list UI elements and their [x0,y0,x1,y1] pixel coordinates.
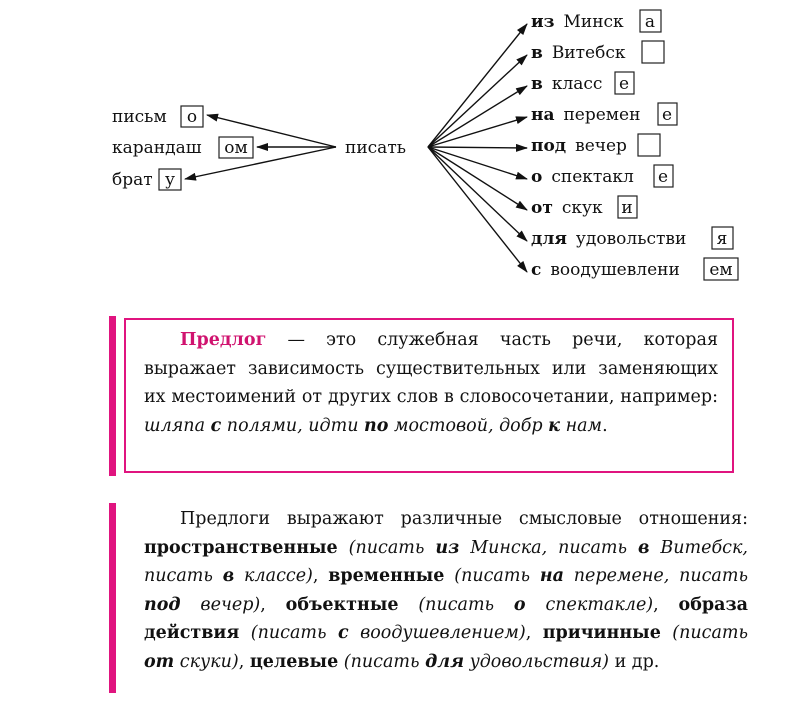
right-item [531,196,637,218]
meaning-manner: образа действия [144,594,748,643]
left-arrows [185,115,336,179]
right-ending: е [657,167,669,187]
right-item [531,227,733,249]
right-item [531,258,738,280]
example-purpose: (писать для удовольствия) [338,651,609,672]
preposition: на [531,105,555,125]
paragraph-accent-bar [109,503,116,693]
example-causal: (писать от скуки) [144,623,748,672]
left-ending: у [164,170,176,190]
preposition: из [531,12,555,32]
meaning-purpose: целевые [249,651,339,672]
right-phrase [531,74,602,94]
left-item [112,169,181,190]
right-item [531,72,634,94]
meaning-spatial: пространственные [144,537,338,558]
right-phrase [531,105,640,125]
right-phrase [531,198,603,218]
example-manner: (писать с воодушевлением) [239,623,526,643]
right-ending: ем [709,260,733,280]
left-item [112,106,203,127]
arrow-right-1 [428,24,527,147]
arrow-left-3 [185,147,336,179]
arrow-right-2 [428,55,527,147]
noun-stem: вечер [575,136,627,156]
right-phrase [531,43,626,63]
right-phrase [531,229,686,249]
word-formation-diagram [0,0,811,300]
preposition: в [531,43,543,63]
noun-stem: класс [551,74,603,94]
right-item [531,165,673,187]
ending-box-empty [642,41,664,63]
definition-body: — это служебная часть речи, которая выражает зависимость существительных или заменяющих их местоимений от других слов в словосочетании, например: [144,330,718,407]
arrow-right-8 [428,147,527,241]
left-stem: письм [112,107,167,127]
preposition: о [531,167,543,187]
arrow-right-9 [428,147,527,272]
right-item [531,10,661,32]
left-ending: о [186,107,198,127]
left-stem: карандаш [112,138,202,158]
right-ending: и [621,198,633,218]
right-phrase [531,136,627,156]
definition-example: шляпа с полями, идти по мостовой, добр к нам [144,415,603,436]
noun-stem: воодушевлени [550,260,680,280]
right-ending: е [661,105,673,125]
center-word: писать [345,138,406,158]
definition-text: Предлог — это служебная часть речи, которая выражает зависимость существительных или заменяющих их местоимений от других слов в словосочетании, например: шляпа с полями, идти по мостовой, добр к нам. [144,330,718,436]
arrow-right-6 [428,147,527,179]
right-item [531,134,660,156]
right-ending: а [644,12,656,32]
arrow-right-7 [428,147,527,210]
definition-box [124,318,734,473]
definition-term: Предлог [180,330,267,350]
noun-stem: скук [561,198,603,218]
right-phrase [531,260,680,280]
meaning-temporal: временные [328,566,445,586]
noun-stem: удовольстви [575,229,687,249]
right-phrase [531,12,624,32]
left-stem: брат [112,170,153,190]
definition-accent-bar [109,316,116,476]
arrow-right-3 [428,86,527,147]
preposition: от [531,198,553,218]
noun-stem: спектакл [551,167,634,187]
preposition: в [531,74,543,94]
example-spatial: (писать из Минска, писать в Витебск, писать в классе) [144,537,748,586]
preposition: с [531,260,542,280]
left-item [112,137,253,158]
ending-box-empty [638,134,660,156]
right-phrase [531,167,634,187]
left-ending: ом [224,138,248,158]
meanings-paragraph [144,505,748,676]
right-ending: е [618,74,630,94]
meaning-object: объектные [285,594,399,615]
arrow-right-4 [428,117,527,147]
arrow-right-5 [428,147,527,148]
noun-stem: Витебск [551,43,626,63]
noun-stem: Минск [563,12,624,32]
preposition: под [531,136,567,156]
meaning-causal: причинные [542,623,661,643]
noun-stem: перемен [563,105,641,125]
right-item [531,103,677,125]
right-ending: я [716,229,728,249]
right-arrows [428,24,527,272]
right-item [531,41,664,63]
example-object: (писать о спектакле) [398,594,654,615]
example-temporal: (писать на перемене, писать под вечер) [144,566,748,615]
preposition: для [531,229,567,249]
paragraph-text: Предлоги выражают различные смысловые отношения: пространственные (писать из Минска, писать в Витебск, писать в классе), временные (писать на перемене, писать под вечер), объектные (писать о спектакле), образа действия (писать с воодушевлением), причинные (писать от скуки), целевые (писать для удовольствия) и др. [144,509,748,672]
